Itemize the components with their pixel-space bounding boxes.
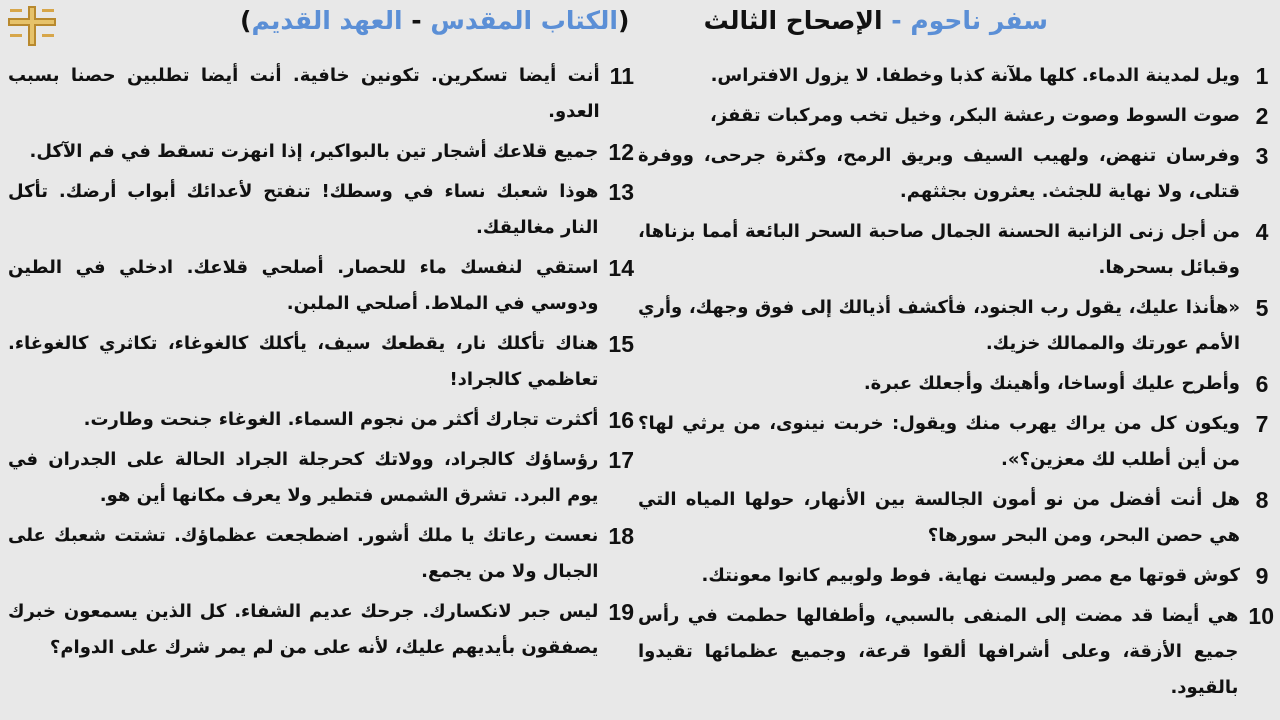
verse-19 [8,594,634,666]
verse-text: ويكون كل من يراك يهرب منك ويقول: خربت نينوى، من يرثي لها؟ من أين أطلب لك معزين؟». [638,413,1240,470]
verse-1 [638,58,1274,94]
verse-16 [8,402,634,438]
verse-9 [638,558,1274,594]
verse-15 [8,326,634,398]
verse-text: «هأنذا عليك، يقول رب الجنود، فأكشف أذيالك إلى فوق وجهك، وأري الأمم عورتك والممالك خزيك. [638,297,1240,354]
verse-text: ويل لمدينة الدماء. كلها ملآنة كذبا وخطفا. لا يزول الافتراس. [710,65,1240,86]
verse-number: 11 [609,63,634,89]
verse-5 [638,290,1274,362]
verse-number: 19 [608,599,634,625]
verse-number: 9 [1255,563,1269,589]
verse-text: أكثرت تجارك أكثر من نجوم السماء. الغوغاء جنحت وطارت. [83,409,599,430]
verse-text: كوش قوتها مع مصر وليست نهاية. فوط ولوبيم كانوا معونتك. [701,565,1240,586]
verse-number: 12 [608,139,634,165]
verse-18 [8,518,634,590]
close-paren: ) [240,6,252,35]
verse-text: من أجل زنى الزانية الحسنة الجمال صاحبة السحر البائعة أمما بزناها، وقبائل بسحرها. [638,221,1240,278]
verses-column-left [8,58,634,670]
verse-number: 7 [1255,411,1269,437]
bible-separator: - [411,6,422,35]
verse-13 [8,174,634,246]
verse-number: 15 [608,331,634,357]
verse-text: رؤساؤك كالجراد، وولاتك كحرجلة الجراد الحالة على الجدران في يوم البرد. تشرق الشمس فتطير ولا يعرف مكانها أين هو. [8,449,599,506]
verse-number: 6 [1255,371,1269,397]
verse-number: 5 [1255,295,1269,321]
verse-12 [8,134,634,170]
verse-number: 8 [1255,487,1269,513]
verse-text: استقي لنفسك ماء للحصار. أصلحي قلاعك. ادخلي في الطين ودوسي في الملاط. أصلحي الملبن. [8,257,599,314]
verse-text: ليس جبر لانكسارك. جرحك عديم الشفاء. كل الذين يسمعون خبرك يصفقون بأيديهم عليك، لأنه على من لم يمر شرك على الدوام؟ [8,601,599,658]
verse-17 [8,442,634,514]
verse-2 [638,98,1274,134]
verse-number: 14 [608,255,634,281]
open-paren: ( [617,6,630,35]
verse-4 [638,214,1274,286]
verse-number: 16 [608,407,634,433]
verse-text: أنت أيضا تسكرين. تكونين خافية. أنت أيضا تطلبين حصنا بسبب العدو. [8,65,600,122]
verse-text: جميع قلاعك أشجار تين بالبواكير، إذا انهزت تسقط في فم الآكل. [29,141,599,162]
title-separator: - [891,6,902,35]
chapter-name: الإصحاح الثالث [703,6,883,35]
verse-10 [638,598,1274,706]
verses-column-right [638,58,1274,710]
verse-text: هي أيضا قد مضت إلى المنفى بالسبي، وأطفالها حطمت في رأس جميع الأزقة، وعلى أشرافها ألقوا قرعة، وجميع عظمائها تقيدوا بالقيود. [638,605,1239,698]
chapter-title [704,6,1048,35]
verse-7 [638,406,1274,478]
verse-number: 3 [1255,143,1269,169]
verse-number: 17 [608,447,634,473]
bible-title [240,6,629,35]
verse-text: وفرسان تنهض، ولهيب السيف وبريق الرمح، وكثرة جرحى، ووفرة قتلى، ولا نهاية للجثث. يعثرون بجثثهم. [638,145,1240,202]
verse-text: وأطرح عليك أوساخا، وأهينك وأجعلك عبرة. [863,373,1240,394]
verse-text: هوذا شعبك نساء في وسطك! تنفتح لأعدائك أبواب أرضك. تأكل النار مغاليقك. [8,181,599,238]
verse-6 [638,366,1274,402]
verse-text: صوت السوط وصوت رعشة البكر، وخيل تخب ومركبات تقفز، [709,105,1240,126]
book-name: سفر ناحوم [910,6,1048,35]
cross-icon [4,4,60,48]
cross-logo [4,4,60,48]
verse-text: نعست رعاتك يا ملك أشور. اضطجعت عظماؤك. تشتت شعبك على الجبال ولا من يجمع. [8,525,599,582]
verse-8 [638,482,1274,554]
verse-number: 18 [608,523,634,549]
verse-14 [8,250,634,322]
verse-number: 2 [1255,103,1269,129]
verse-3 [638,138,1274,210]
bible-name: الكتاب المقدس [430,6,618,35]
verse-11 [8,58,634,130]
verse-number: 13 [608,179,634,205]
verse-text: هل أنت أفضل من نو أمون الجالسة بين الأنهار، حولها المياه التي هي حصن البحر، ومن البحر سورها؟ [638,489,1240,546]
testament-name: العهد القديم [251,6,403,35]
verse-number: 1 [1255,63,1269,89]
verse-text: هناك تأكلك نار، يقطعك سيف، يأكلك كالغوغاء، تكاثري كالغوغاء. تعاظمي كالجراد! [8,333,599,390]
verse-number: 10 [1248,603,1274,629]
verse-number: 4 [1255,219,1269,245]
